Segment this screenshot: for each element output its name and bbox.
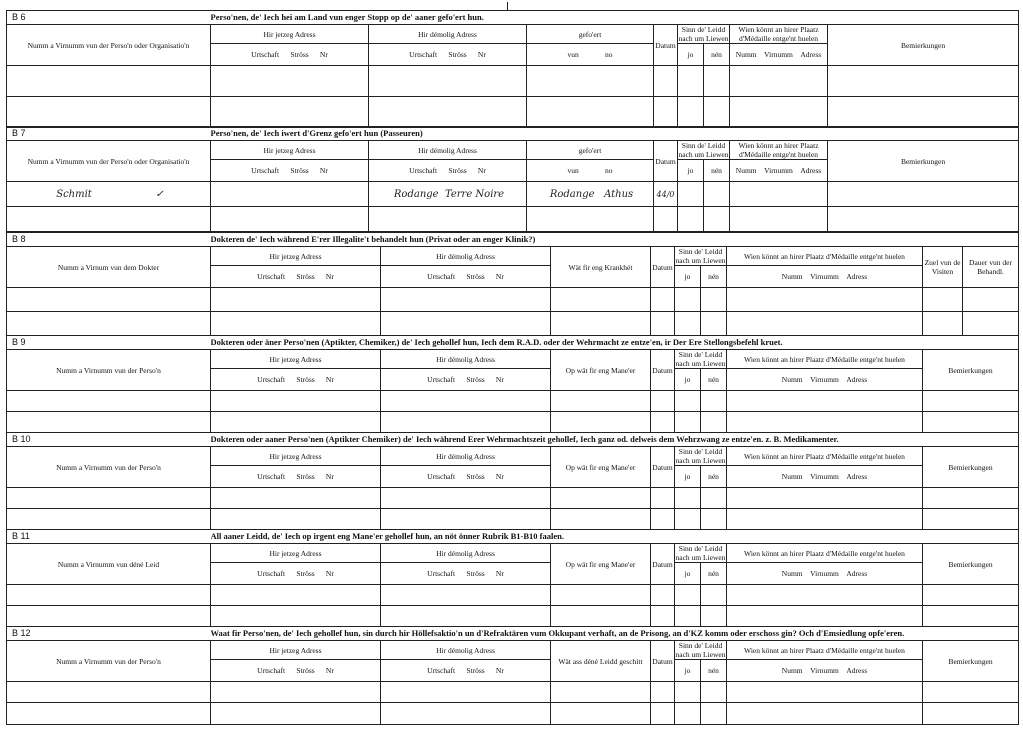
entry-cell[interactable] (727, 488, 923, 509)
top-tick-mark (507, 2, 508, 10)
entry-cell[interactable] (701, 312, 727, 336)
route-subheaders: vun no (527, 160, 654, 182)
duration-header: Dauer vun der Behandl. (963, 247, 1019, 288)
entry-cell[interactable] (701, 412, 727, 433)
how-header: Op wät fir eng Mane'er (551, 447, 651, 488)
medal-header: Wien könnt an hirer Plaatz d'Médaille entge'nt huelen (727, 247, 923, 266)
entry-cell[interactable] (211, 412, 381, 433)
entry-cell[interactable] (7, 312, 211, 336)
section-code: B 12 (7, 627, 211, 641)
entry-cell[interactable] (551, 488, 651, 509)
medal-header: Wien könnt an hirer Plaatz d'Médaille entge'nt huelen (730, 25, 828, 44)
entry-cell[interactable] (381, 488, 551, 509)
section-title: Perso'nen, de' Iech iwert d'Grenz gefo'ert hun (Passeuren) (211, 127, 1019, 141)
entry-cell[interactable] (651, 391, 675, 412)
yes-label: jo (678, 160, 704, 182)
name-header: Numm a Virnumm vun der Perso'n (7, 350, 211, 391)
entry-cell[interactable] (551, 412, 651, 433)
entry-cell[interactable] (701, 585, 727, 606)
handwritten-route[interactable]: Rodange Athus (527, 182, 654, 207)
entry-cell[interactable] (828, 97, 1019, 128)
section-b12 (6, 626, 1019, 725)
current-address-header: Hir jetzeg Adress (211, 641, 381, 660)
entry-cell[interactable] (704, 207, 730, 232)
entry-cell[interactable] (923, 703, 1019, 725)
yes-label: jo (675, 266, 701, 288)
medal-header: Wien könnt an hirer Plaatz d'Médaille entge'nt huelen (727, 350, 923, 369)
datum-header: Datum (651, 447, 675, 488)
section-b11 (6, 529, 1019, 627)
medal-header: Wien könnt an hirer Plaatz d'Médaille entge'nt huelen (727, 641, 923, 660)
entry-cell[interactable] (727, 703, 923, 725)
entry-cell[interactable] (675, 703, 701, 725)
former-address-header: Hir démolig Adress (369, 141, 527, 160)
medal-subheaders: Numm Virnumm Adress (727, 660, 923, 682)
address-subheaders: Urtschaft Ströss Nr (211, 563, 381, 585)
no-label: nén (701, 369, 727, 391)
entry-cell[interactable] (381, 391, 551, 412)
entry-cell[interactable] (704, 182, 730, 207)
entry-cell[interactable] (381, 412, 551, 433)
former-address-header: Hir démolig Adress (369, 25, 527, 44)
entry-cell[interactable] (7, 509, 211, 530)
entry-cell[interactable] (727, 412, 923, 433)
entry-cell[interactable] (211, 509, 381, 530)
yes-label: jo (678, 44, 704, 66)
entry-cell[interactable] (369, 97, 527, 128)
entry-cell[interactable] (551, 391, 651, 412)
entry-cell[interactable] (678, 207, 704, 232)
handwritten-former-address[interactable]: Rodange Terre Noire (369, 182, 527, 207)
entry-cell[interactable] (701, 606, 727, 627)
entry-cell[interactable] (651, 606, 675, 627)
section-b9 (6, 335, 1019, 433)
entry-cell[interactable] (381, 288, 551, 312)
address-subheaders: Urtschaft Ströss Nr (211, 160, 369, 182)
former-address-header: Hir démolig Adress (381, 247, 551, 266)
no-label: nén (704, 160, 730, 182)
entry-cell[interactable] (7, 288, 211, 312)
entry-cell[interactable] (727, 585, 923, 606)
entry-cell[interactable] (675, 412, 701, 433)
alive-header: Sinn de' Leidd nach um Liewen (675, 447, 726, 465)
entry-cell[interactable] (211, 703, 381, 725)
name-header: Numm a Virnumm vun der Perso'n (7, 641, 211, 682)
section-code: B 6 (7, 11, 211, 25)
remarks-header: Bemierkungen (828, 25, 1019, 66)
entry-cell[interactable] (675, 312, 701, 336)
entry-cell[interactable] (211, 391, 381, 412)
entry-cell[interactable] (211, 682, 381, 703)
entry-cell[interactable] (678, 66, 704, 97)
address-subheaders: Urtschaft Ströss Nr (211, 266, 381, 288)
entry-cell[interactable] (551, 682, 651, 703)
section-title: Dokteren de' Iech während E'rer Illegalite't behandelt hun (Privat oder an enger Klinik?) (211, 233, 1019, 247)
alive-header: Sinn de' Leidd nach um Liewen (675, 641, 726, 659)
section-title: Dokteren oder aaner Perso'nen (Aptikter Chemiker) de' Iech während Erer Wehrmachtszeit gehollef, Iech ganz od. delweis dem Wehrzwang ze entze'en. z. B. Medikamenter. (211, 433, 1019, 447)
entry-cell[interactable] (675, 391, 701, 412)
entry-cell[interactable] (381, 682, 551, 703)
entry-cell[interactable] (7, 585, 211, 606)
entry-cell[interactable] (701, 288, 727, 312)
route-subheaders: vun no (527, 44, 654, 66)
entry-cell[interactable] (727, 312, 923, 336)
entry-cell[interactable] (211, 207, 369, 232)
address-subheaders: Urtschaft Ströss Nr (381, 266, 551, 288)
entry-cell[interactable] (651, 585, 675, 606)
medal-subheaders: Numm Virnumm Adress (730, 160, 828, 182)
medal-header: Wien könnt an hirer Plaatz d'Médaille entge'nt huelen (727, 447, 923, 466)
address-subheaders: Urtschaft Ströss Nr (369, 44, 527, 66)
entry-cell[interactable] (381, 703, 551, 725)
entry-cell[interactable] (923, 412, 1019, 433)
entry-cell[interactable] (7, 488, 211, 509)
name-header: Numm a Virnumm vun der Perso'n oder Organisatio'n (7, 25, 211, 66)
entry-cell[interactable] (651, 312, 675, 336)
current-address-header: Hir jetzeg Adress (211, 544, 381, 563)
entry-cell[interactable] (923, 312, 963, 336)
entry-cell[interactable] (369, 207, 527, 232)
address-subheaders: Urtschaft Ströss Nr (381, 660, 551, 682)
entry-cell[interactable] (527, 207, 654, 232)
entry-cell[interactable] (678, 182, 704, 207)
entry-cell[interactable] (678, 97, 704, 128)
entry-cell[interactable] (654, 66, 678, 97)
former-address-header: Hir démolig Adress (381, 350, 551, 369)
gefoert-header: gefo'ert (527, 141, 654, 160)
medal-subheaders: Numm Virnumm Adress (730, 44, 828, 66)
entry-cell[interactable] (211, 288, 381, 312)
check-mark: ✓ (155, 188, 164, 200)
remarks-header: Bemierkungen (923, 350, 1019, 391)
entry-cell[interactable] (211, 488, 381, 509)
medal-subheaders: Numm Virnumm Adress (727, 466, 923, 488)
entry-cell[interactable] (701, 703, 727, 725)
entry-cell[interactable] (675, 682, 701, 703)
section-b6 (6, 10, 1019, 128)
entry-cell[interactable] (7, 682, 211, 703)
entry-cell[interactable] (654, 207, 678, 232)
no-label: nén (701, 660, 727, 682)
entry-cell[interactable] (704, 66, 730, 97)
section-code: B 9 (7, 336, 211, 350)
entry-cell[interactable] (727, 682, 923, 703)
no-label: nén (704, 44, 730, 66)
illness-header: Wät fir eng Krankhét (551, 247, 651, 288)
entry-cell[interactable] (963, 288, 1019, 312)
entry-cell[interactable] (527, 66, 654, 97)
entry-cell[interactable] (727, 288, 923, 312)
medal-subheaders: Numm Virnumm Adress (727, 266, 923, 288)
section-code: B 8 (7, 233, 211, 247)
address-subheaders: Urtschaft Ströss Nr (381, 466, 551, 488)
datum-header: Datum (651, 350, 675, 391)
datum-header: Datum (654, 141, 678, 182)
entry-cell[interactable] (923, 288, 963, 312)
entry-cell[interactable] (551, 606, 651, 627)
entry-cell[interactable] (923, 606, 1019, 627)
entry-cell[interactable] (651, 288, 675, 312)
entry-cell[interactable] (730, 182, 828, 207)
datum-header: Datum (651, 247, 675, 288)
entry-cell[interactable] (551, 509, 651, 530)
entry-cell[interactable] (211, 312, 381, 336)
entry-cell[interactable] (7, 412, 211, 433)
entry-cell[interactable] (651, 703, 675, 725)
yes-label: jo (675, 563, 701, 585)
former-address-header: Hir démolig Adress (381, 447, 551, 466)
entry-cell[interactable] (727, 391, 923, 412)
entry-cell[interactable] (381, 312, 551, 336)
section-title: All aaner Leidd, de' Iech op irgent eng Mane'er gehollef hun, an nöt önner Rubrik B1-B10 faalen. (211, 530, 1019, 544)
entry-cell[interactable] (7, 391, 211, 412)
entry-cell[interactable] (7, 66, 211, 97)
entry-cell[interactable] (701, 682, 727, 703)
gefoert-header: gefo'ert (527, 25, 654, 44)
entry-cell[interactable] (727, 606, 923, 627)
entry-cell[interactable] (7, 606, 211, 627)
yes-label: jo (675, 369, 701, 391)
entry-cell[interactable] (730, 207, 828, 232)
entry-cell[interactable] (654, 97, 678, 128)
section-title: Waat fir Perso'nen, de' Iech gehollef hun, sin durch hir Höllefsaktio'n un d'Refraktären vum Okkupant verhaft, an de Prisong, an d'KZ komm oder erschoss gin? Och d'Emsiedlung opfe'eren. (211, 627, 1019, 641)
yes-label: jo (675, 660, 701, 682)
datum-header: Datum (654, 25, 678, 66)
address-subheaders: Urtschaft Ströss Nr (211, 44, 369, 66)
datum-header: Datum (651, 544, 675, 585)
current-address-header: Hir jetzeg Adress (211, 141, 369, 160)
address-subheaders: Urtschaft Ströss Nr (369, 160, 527, 182)
entry-cell[interactable] (651, 412, 675, 433)
remarks-header: Bemierkungen (923, 641, 1019, 682)
no-label: nén (701, 266, 727, 288)
entry-cell[interactable] (923, 391, 1019, 412)
alive-header: Sinn de' Leidd nach um Liewen (675, 247, 726, 265)
entry-cell[interactable] (923, 488, 1019, 509)
remarks-header: Bemierkungen (923, 447, 1019, 488)
entry-cell[interactable] (651, 488, 675, 509)
alive-header: Sinn de' Leidd nach um Liewen (678, 141, 729, 159)
name-header: Numm a Virnumm vun der Perso'n (7, 447, 211, 488)
handwritten-date[interactable]: 44/0 (654, 182, 678, 207)
remarks-header: Bemierkungen (923, 544, 1019, 585)
what-happened-header: Wät ass déné Leidd geschitt (551, 641, 651, 682)
entry-cell[interactable] (828, 207, 1019, 232)
entry-cell[interactable] (675, 606, 701, 627)
entry-cell[interactable] (701, 509, 727, 530)
address-subheaders: Urtschaft Ströss Nr (211, 466, 381, 488)
how-header: Op wät fir eng Mane'er (551, 350, 651, 391)
entry-cell[interactable] (7, 97, 211, 128)
entry-cell[interactable] (527, 97, 654, 128)
current-address-header: Hir jetzeg Adress (211, 350, 381, 369)
entry-cell[interactable] (828, 182, 1019, 207)
entry-cell[interactable] (7, 703, 211, 725)
entry-cell[interactable] (963, 312, 1019, 336)
entry-cell[interactable] (211, 182, 369, 207)
name-header: Numm a Virnumm vun der Perso'n oder Organisatio'n (7, 141, 211, 182)
entry-cell[interactable] (211, 66, 369, 97)
medal-header: Wien könnt an hirer Plaatz d'Médaille entge'nt huelen (727, 544, 923, 563)
name-header: Numm a Virnumm vun déné Leid (7, 544, 211, 585)
entry-cell[interactable] (727, 509, 923, 530)
medal-subheaders: Numm Virnumm Adress (727, 563, 923, 585)
entry-cell[interactable] (211, 606, 381, 627)
visits-header: Zuel vun de Visiten (923, 247, 963, 288)
address-subheaders: Urtschaft Ströss Nr (381, 369, 551, 391)
former-address-header: Hir démolig Adress (381, 641, 551, 660)
section-title: Perso'nen, de' Iech hei am Land vun enger Stopp op de' aaner gefo'ert hun. (211, 11, 1019, 25)
entry-cell[interactable] (828, 66, 1019, 97)
no-label: nén (701, 466, 727, 488)
entry-cell[interactable] (923, 585, 1019, 606)
no-label: nén (701, 563, 727, 585)
entry-cell[interactable] (551, 703, 651, 725)
how-header: Op wät fir eng Mane'er (551, 544, 651, 585)
entry-cell[interactable] (381, 606, 551, 627)
name-header: Numm a Virnum vun dem Dokter (7, 247, 211, 288)
entry-cell[interactable] (551, 312, 651, 336)
current-address-header: Hir jetzeg Adress (211, 447, 381, 466)
former-address-header: Hir démolig Adress (381, 544, 551, 563)
section-title: Dokteren oder äner Perso'nen (Aptikter, Chemiker,) de' Iech gehollef hun, Iech dem R.A.D. oder der Wehrmacht ze entze'en, ir Der Ere Stellongsbefehl kruet. (211, 336, 1019, 350)
medal-header: Wien könnt an hirer Plaatz d'Médaille entge'nt huelen (730, 141, 828, 160)
remarks-header: Bemierkungen (828, 141, 1019, 182)
entry-cell[interactable] (675, 509, 701, 530)
section-code: B 10 (7, 433, 211, 447)
entry-cell[interactable] (730, 66, 828, 97)
entry-cell[interactable] (704, 97, 730, 128)
alive-header: Sinn de' Leidd nach um Liewen (675, 350, 726, 368)
entry-cell[interactable] (651, 682, 675, 703)
entry-cell[interactable] (675, 288, 701, 312)
entry-cell[interactable] (701, 391, 727, 412)
section-b7 (6, 126, 1019, 232)
address-subheaders: Urtschaft Ströss Nr (381, 563, 551, 585)
datum-header: Datum (651, 641, 675, 682)
entry-cell[interactable] (7, 207, 211, 232)
entry-cell[interactable] (701, 488, 727, 509)
current-address-header: Hir jetzeg Adress (211, 25, 369, 44)
entry-cell[interactable] (211, 97, 369, 128)
alive-header: Sinn de' Leidd nach um Liewen (675, 544, 726, 562)
entry-cell[interactable] (551, 288, 651, 312)
entry-cell[interactable] (730, 97, 828, 128)
address-subheaders: Urtschaft Ströss Nr (211, 369, 381, 391)
handwritten-name[interactable]: Schmit ✓ (7, 182, 211, 207)
entry-cell[interactable] (675, 585, 701, 606)
section-code: B 7 (7, 127, 211, 141)
entry-cell[interactable] (381, 585, 551, 606)
current-address-header: Hir jetzeg Adress (211, 247, 381, 266)
section-b10 (6, 432, 1019, 530)
entry-cell[interactable] (211, 585, 381, 606)
registration-form-sheet (2, 2, 1021, 733)
section-code: B 11 (7, 530, 211, 544)
address-subheaders: Urtschaft Ströss Nr (211, 660, 381, 682)
entry-cell[interactable] (923, 682, 1019, 703)
entry-cell[interactable] (923, 509, 1019, 530)
entry-cell[interactable] (675, 488, 701, 509)
entry-cell[interactable] (369, 66, 527, 97)
entry-cell[interactable] (381, 509, 551, 530)
alive-header: Sinn de' Leidd nach um Liewen (678, 25, 729, 43)
entry-cell[interactable] (551, 585, 651, 606)
section-b8 (6, 232, 1019, 336)
medal-subheaders: Numm Virnumm Adress (727, 369, 923, 391)
yes-label: jo (675, 466, 701, 488)
entry-cell[interactable] (651, 509, 675, 530)
